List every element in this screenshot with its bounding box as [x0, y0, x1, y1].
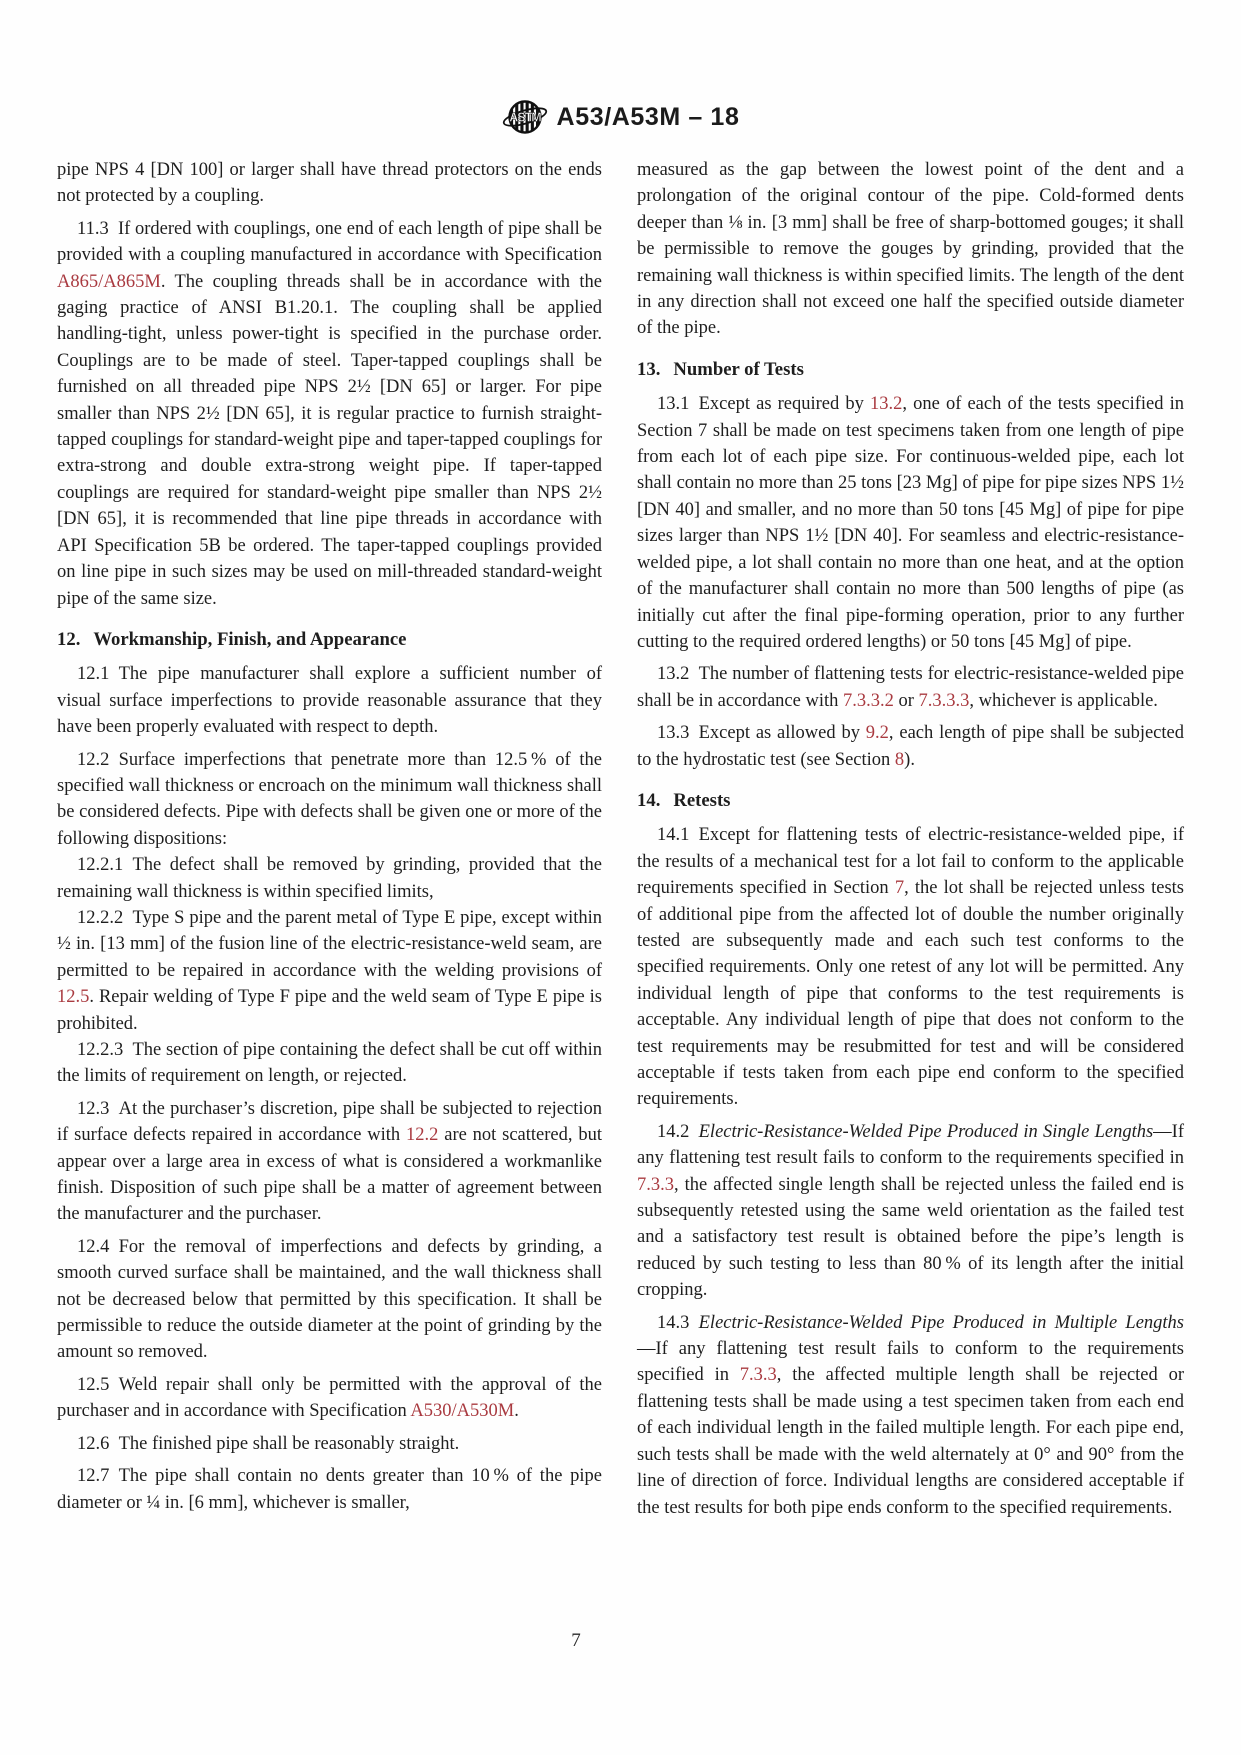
- body-text: 13.1 Except as required by: [657, 394, 870, 415]
- body-text: , the affected multiple length shall be rejected or flattening tests shall be made using a test specimen taken from each end of each individual length in the failed multiple length. For each pipe end, such tests shall be made with the weld alternately at 0° and 90° from the line of direction of force. Individual lengths are considered acceptable if the test results for both pipe ends conform to the specified requirements.: [637, 1365, 1184, 1518]
- body-text: measured as the gap between the lowest point of the dent and a prolongation of the original contour of the pipe. Cold-formed dents deeper than ⅛ in. [3 mm] shall be free of sharp-bottomed gouges; it shall be permissible to remove the gouges by grinding, provided that the remaining wall thickness is within specified limits. The length of the dent in any direction shall not exceed one half the specified outside diameter of the pipe.: [637, 160, 1184, 339]
- body-text: , the affected single length shall be rejected unless the failed end is subsequently retested using the same weld orientation as the failed test and a satisfactory test result is obtained before the pipe’s length is reduced by such testing to less than 80 % of its length after the initial cropping.: [637, 1174, 1184, 1301]
- right-column: [637, 157, 1184, 1521]
- paragraph: [57, 661, 602, 740]
- page-number: 7: [571, 1630, 581, 1651]
- cross-reference-link[interactable]: 13.2: [870, 394, 903, 415]
- paragraph: [57, 1096, 602, 1228]
- body-text: are not scattered, but appear over a large area in excess of what is considered a workmanlike finish. Disposition of such pipe shall be a matter of agreement between the manufacturer and the purchaser.: [57, 1125, 602, 1225]
- body-text: 12.2 Surface imperfections that penetrate more than 12.5 % of the specified wall thickness or encroach on the minimum wall thickness shall be considered defects. Pipe with defects shall be given one or more of the following dispositions:: [57, 749, 602, 849]
- cross-reference-link[interactable]: 7.3.3: [739, 1365, 777, 1386]
- body-text: 14.2: [657, 1121, 699, 1142]
- body-text: , the lot shall be rejected unless tests of additional pipe from the affected lot of double the number originally tested are subsequently made and each such test conforms to the specified requirements. Only one retest of any lot will be permitted. Any individual length of pipe that conforms to the test requirements is acceptable. Any individual length of pipe that does not conform to the test requirements may be resubmitted for test and will be considered acceptable if tests taken from each pipe end conform to the specified requirements.: [637, 878, 1184, 1110]
- astm-logo: [502, 96, 548, 138]
- paragraph: [57, 1431, 602, 1457]
- paragraph: [637, 661, 1184, 714]
- paragraph: [57, 747, 602, 853]
- body-text: ).: [904, 749, 915, 770]
- page-footer: [0, 1630, 1152, 1652]
- body-text: . Repair welding of Type F pipe and the weld seam of Type E pipe is prohibited.: [57, 987, 602, 1034]
- paragraph: [57, 1234, 602, 1366]
- body-text: . The coupling threads shall be in accordance with the gaging practice of ANSI B1.20.1. The coupling shall be applied handling-tight, unless power-tight is specified in the purchase order. Couplings are to be made of steel. Taper-tapped couplings shall be furnished on all threaded pipe NPS 2½ [DN 65] or larger. For pipe smaller than NPS 2½ [DN 65], it is regular practice to furnish straight-tapped couplings for standard-weight pipe and taper-tapped couplings for extra-strong and double extra-strong weight pipe. If taper-tapped couplings are required for standard-weight pipe smaller than NPS 2½ [DN 65], it is recommended that line pipe threads in accordance with API Specification 5B be ordered. The taper-tapped couplings provided on line pipe in such sizes may be used on mill-threaded standard-weight pipe of the same size.: [57, 271, 602, 609]
- body-text: pipe NPS 4 [DN 100] or larger shall have thread protectors on the ends not protected by a coupling.: [57, 160, 602, 207]
- body-text: .: [514, 1401, 519, 1422]
- cross-reference-link[interactable]: A865/A865M: [57, 271, 161, 292]
- section-heading: [637, 788, 1184, 814]
- paragraph: [57, 852, 602, 905]
- cross-reference-link[interactable]: 8: [894, 749, 905, 770]
- cross-reference-link[interactable]: 12.2: [406, 1125, 439, 1146]
- page-header: [0, 96, 1241, 138]
- section-heading: [57, 627, 602, 653]
- paragraph: [57, 157, 602, 210]
- body-text: 12.6 The finished pipe shall be reasonably straight.: [77, 1433, 460, 1454]
- body-text: or: [893, 690, 919, 711]
- body-text: 14.3: [657, 1312, 699, 1333]
- cross-reference-link[interactable]: 7: [894, 878, 905, 899]
- body-text: 12.2.1 The defect shall be removed by grinding, provided that the remaining wall thickness is within specified limits,: [57, 855, 602, 902]
- section-number: 12.: [57, 628, 81, 650]
- cross-reference-link[interactable]: 7.3.3.3: [918, 690, 970, 711]
- body-text: 13.3 Except as allowed by: [657, 723, 866, 744]
- paragraph: [637, 822, 1184, 1112]
- paragraph: [57, 1463, 602, 1516]
- section-number: 14.: [637, 789, 661, 811]
- italic-text: Electric-Resistance-Welded Pipe Produced in Single Lengths: [698, 1121, 1154, 1142]
- body-text: 12.5 Weld repair shall only be permitted with the approval of the purchaser and in accordance with Specification: [57, 1374, 602, 1422]
- document-title: A53/A53M – 18: [556, 102, 740, 131]
- paragraph: [637, 1119, 1184, 1304]
- body-text: 12.2.3 The section of pipe containing the defect shall be cut off within the limits of requirement on length, or rejected.: [57, 1040, 602, 1087]
- cross-reference-link[interactable]: 7.3.3: [637, 1174, 674, 1195]
- body-text: 11.3 If ordered with couplings, one end of each length of pipe shall be provided with a coupling manufactured in accordance with Specification: [57, 218, 602, 266]
- paragraph: [637, 391, 1184, 655]
- cross-reference-link[interactable]: 12.5: [57, 987, 90, 1008]
- body-text: 12.3 At the purchaser’s discretion, pipe shall be subjected to rejection if surface defects repaired in accordance with: [57, 1098, 602, 1146]
- section-title: Number of Tests: [673, 358, 804, 380]
- italic-text: Electric-Resistance-Welded Pipe Produced in Multiple Lengths: [698, 1312, 1184, 1333]
- body-text: 12.4 For the removal of imperfections and defects by grinding, a smooth curved surface shall be maintained, and the wall thickness shall not be decreased below that permitted by this specification. It shall be permissible to reduce the outside diameter at the point of grinding by the amount so removed.: [57, 1236, 602, 1363]
- section-title: Retests: [673, 789, 731, 811]
- cross-reference-link[interactable]: 9.2: [865, 723, 889, 744]
- body-text: 13.2 The number of flattening tests for electric-resistance-welded pipe shall be in accordance with: [637, 664, 1184, 711]
- cross-reference-link[interactable]: A530/A530M: [410, 1401, 515, 1422]
- body-text: , one of each of the tests specified in Section 7 shall be made on test specimens taken from one length of pipe from each lot of each pipe size. For continuous-welded pipe, each lot shall contain no more than 25 tons [23 Mg] of pipe for pipe sizes NPS 1½ [DN 40] and smaller, and no more than 50 tons [45 Mg] of pipe for pipe sizes larger than NPS 1½ [DN 40]. For seamless and electric-resistance-welded pipe, a lot shall contain no more than one heat, and at the option of the manufacturer shall contain no more than 500 lengths of pipe (as initially cut after the final pipe-forming operation, prior to any further cutting to the required ordered lengths) or 50 tons [45 Mg] of pipe.: [637, 394, 1184, 652]
- paragraph: [637, 1310, 1184, 1521]
- paragraph: [637, 720, 1184, 773]
- body-text: 12.2.2 Type S pipe and the parent metal of Type E pipe, except within ½ in. [13 mm] of the fusion line of the electric-resistance-weld seam, are permitted to be repaired in accordance with the welding provisions of: [57, 907, 602, 981]
- body-text: 14.1 Except for flattening tests of electric-resistance-welded pipe, if the results of a mechanical test for a lot fail to conform to the applicable requirements specified in Section: [637, 825, 1184, 899]
- body-text: —If any flattening test result fails to conform to the requirements specified in: [637, 1339, 1184, 1386]
- body-text: , whichever is applicable.: [969, 690, 1158, 711]
- paragraph: [57, 905, 602, 1037]
- paragraph: [57, 1037, 602, 1090]
- paragraph: [637, 157, 1184, 342]
- section-title: Workmanship, Finish, and Appearance: [93, 628, 407, 650]
- svg-text:ASTM: ASTM: [508, 110, 541, 125]
- cross-reference-link[interactable]: 7.3.3.2: [842, 690, 894, 711]
- body-text: —If any flattening test result fails to conform to the requirements specified in: [637, 1121, 1184, 1169]
- body-text: 12.7 The pipe shall contain no dents greater than 10 % of the pipe diameter or ¼ in. [6 mm], whichever is smaller,: [57, 1466, 602, 1513]
- paragraph: [57, 216, 602, 612]
- left-column: [57, 157, 602, 1516]
- section-heading: [637, 357, 1184, 383]
- section-number: 13.: [637, 358, 661, 380]
- body-text: 12.1 The pipe manufacturer shall explore a sufficient number of visual surface imperfections to provide reasonable assurance that they have been properly evaluated with respect to depth.: [57, 664, 602, 738]
- body-text: , each length of pipe shall be subjected to the hydrostatic test (see Section: [637, 723, 1184, 770]
- paragraph: [57, 1372, 602, 1425]
